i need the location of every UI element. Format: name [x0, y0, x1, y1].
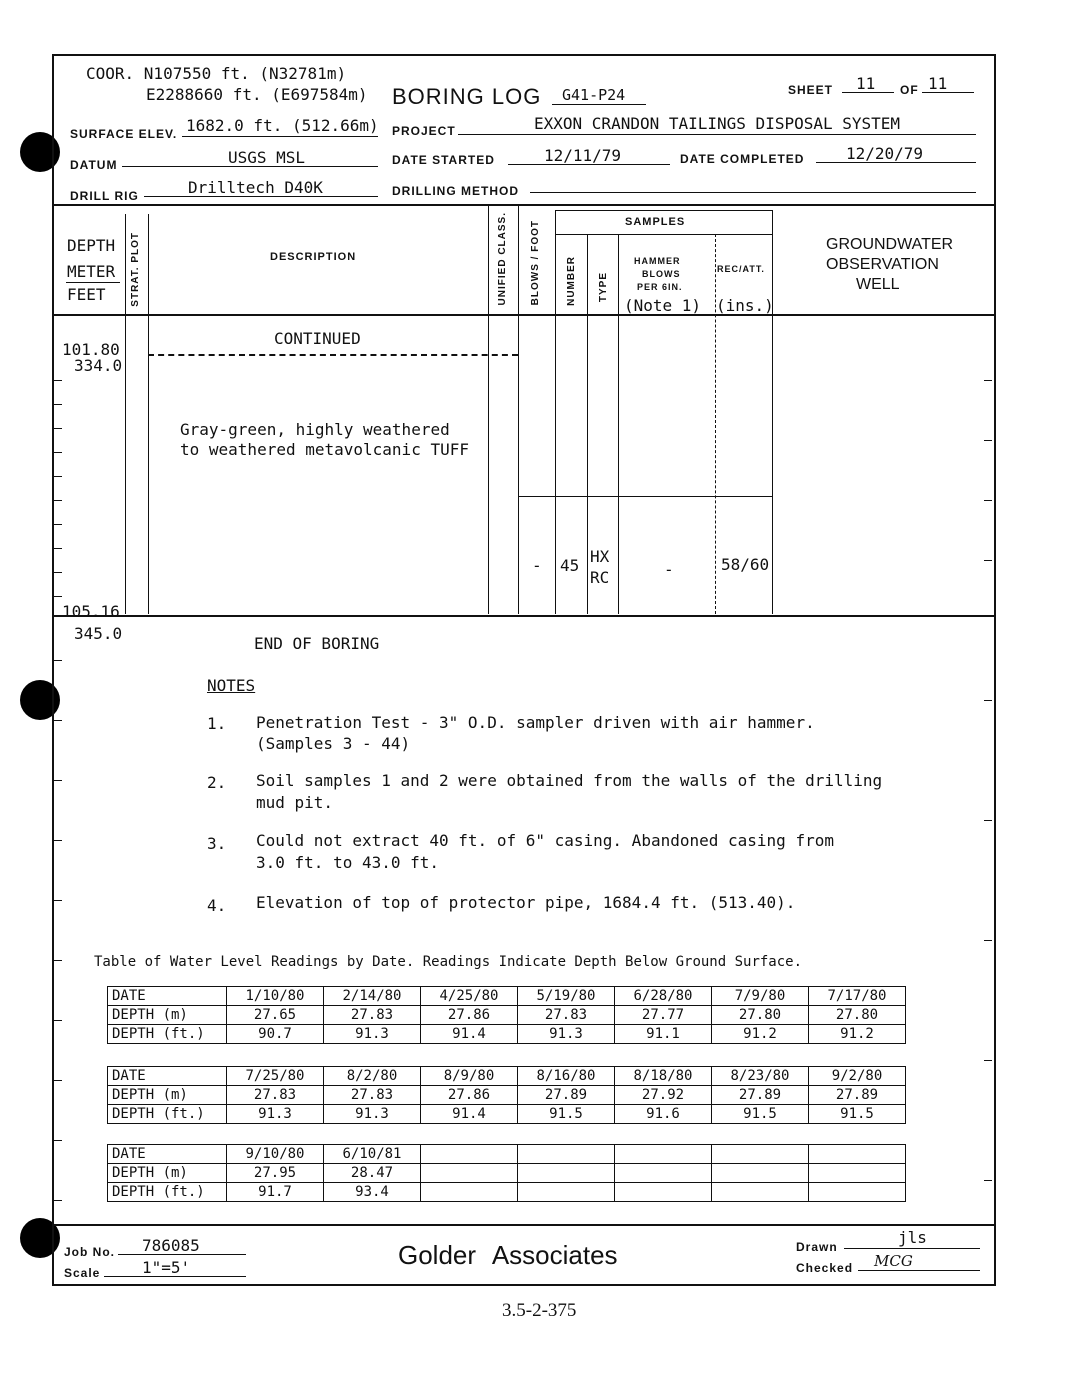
date-cell: 7/9/80: [712, 987, 809, 1006]
company-name: Golder Associates: [398, 1240, 618, 1270]
drill-rig-label: DRILL RIG: [70, 189, 139, 203]
description-line-1: Gray-green, highly weathered: [180, 420, 450, 439]
col-blows-foot: BLOWS / FOOT: [530, 220, 541, 306]
surface-elev-value: 1682.0 ft. (512.66m): [186, 116, 379, 135]
note-1-number: 1.: [207, 714, 227, 733]
depth-ft-cell: 91.4: [421, 1105, 518, 1124]
checked-initials: MCG: [874, 1252, 913, 1270]
depth-m-cell: [712, 1164, 809, 1183]
date-cell: 7/17/80: [809, 987, 906, 1006]
date-cell: 7/25/80: [227, 1067, 324, 1086]
drilling-method-label: DRILLING METHOD: [392, 184, 519, 198]
note-2-line-1: Soil samples 1 and 2 were obtained from the walls of the drilling: [256, 771, 883, 790]
col-number: NUMBER: [566, 256, 577, 306]
job-no-value: 786085: [142, 1236, 200, 1255]
depth-ft-cell: 91.5: [518, 1105, 615, 1124]
scale-label: Scale: [64, 1266, 101, 1280]
surface-elev-label: SURFACE ELEV.: [70, 127, 178, 141]
sample-blows: -: [532, 556, 542, 575]
depth-ft-cell: 91.2: [712, 1025, 809, 1044]
date-cell: [421, 1145, 518, 1164]
depth-ft-cell: [809, 1183, 906, 1202]
water-level-table-1: [107, 986, 906, 1044]
col-description: DESCRIPTION: [270, 251, 357, 263]
note-2-line-2: mud pit.: [256, 793, 334, 812]
note-3-line-1: Could not extract 40 ft. of 6" casing. Abandoned casing from: [256, 831, 834, 850]
row-label-depth-m: DEPTH (m): [108, 1164, 227, 1183]
sample-hammer: -: [664, 560, 674, 579]
scale-value: 1"=5': [142, 1258, 191, 1277]
date-cell: [518, 1145, 615, 1164]
checked-label: Checked: [796, 1261, 854, 1275]
depth-m-cell: 27.89: [518, 1086, 615, 1105]
job-no-label: Job No.: [64, 1245, 115, 1259]
depth-m-cell: 27.83: [227, 1086, 324, 1105]
sheet-number: 11: [856, 74, 876, 93]
depth-ft-cell: 90.7: [227, 1025, 324, 1044]
sample-number: 45: [560, 556, 580, 575]
row-label-date: DATE: [108, 987, 227, 1006]
date-cell: 8/16/80: [518, 1067, 615, 1086]
depth-m-cell: 27.89: [712, 1086, 809, 1105]
project-value: EXXON CRANDON TAILINGS DISPOSAL SYSTEM: [534, 114, 901, 133]
date-cell: 9/10/80: [227, 1145, 324, 1164]
row-label-date: DATE: [108, 1067, 227, 1086]
depth-m-cell: 27.86: [421, 1006, 518, 1025]
bottom-depth-feet: 345.0: [74, 624, 123, 643]
depth-ft-cell: 93.4: [324, 1183, 421, 1202]
depth-m-cell: 27.77: [615, 1006, 712, 1025]
project-label: PROJECT: [392, 124, 456, 138]
water-level-table-2: [107, 1066, 906, 1124]
depth-m-cell: 28.47: [324, 1164, 421, 1183]
notes-heading: NOTES: [207, 676, 256, 695]
depth-m-cell: 27.89: [809, 1086, 906, 1105]
date-cell: 2/14/80: [324, 987, 421, 1006]
depth-m-cell: [421, 1164, 518, 1183]
drawn-label: Drawn: [796, 1240, 838, 1254]
depth-ft-cell: 91.5: [712, 1105, 809, 1124]
row-label-depth-m: DEPTH (m): [108, 1006, 227, 1025]
depth-ft-cell: 91.3: [324, 1025, 421, 1044]
datum-value: USGS MSL: [228, 148, 306, 167]
date-cell: 8/23/80: [712, 1067, 809, 1086]
col-hammer-3: PER 6IN.: [637, 282, 683, 292]
col-note1: (Note 1): [624, 296, 702, 315]
date-cell: 5/19/80: [518, 987, 615, 1006]
row-label-date: DATE: [108, 1145, 227, 1164]
table-row: [108, 1105, 906, 1124]
depth-m-cell: 27.83: [324, 1006, 421, 1025]
depth-ft-cell: 91.3: [324, 1105, 421, 1124]
table-row: [108, 1086, 906, 1105]
table-row: [108, 1145, 906, 1164]
note-3-number: 3.: [207, 834, 227, 853]
date-cell: 4/25/80: [421, 987, 518, 1006]
row-label-depth-m: DEPTH (m): [108, 1086, 227, 1105]
depth-ft-cell: 91.3: [518, 1025, 615, 1044]
table-row: [108, 1067, 906, 1086]
top-depth-meters: 101.80: [62, 340, 120, 359]
date-cell: 6/28/80: [615, 987, 712, 1006]
continued-label: CONTINUED: [274, 329, 361, 348]
note-3-line-2: 3.0 ft. to 43.0 ft.: [256, 853, 440, 872]
depth-m-cell: 27.83: [518, 1006, 615, 1025]
drill-rig-value: Drilltech D40K: [188, 178, 323, 197]
col-gw-2: OBSERVATION: [826, 256, 939, 273]
depth-m-cell: [809, 1164, 906, 1183]
depth-ft-cell: [421, 1183, 518, 1202]
water-level-table-3: [107, 1144, 906, 1202]
row-label-depth-ft: DEPTH (ft.): [108, 1183, 227, 1202]
date-completed-value: 12/20/79: [846, 144, 924, 163]
depth-ft-cell: 91.4: [421, 1025, 518, 1044]
of-label: OF: [900, 83, 919, 97]
date-cell: 1/10/80: [227, 987, 324, 1006]
col-rec-att: REC/ATT.: [717, 264, 765, 274]
depth-m-cell: [518, 1164, 615, 1183]
sample-recovery: 58/60: [721, 555, 770, 574]
note-1-line-2: (Samples 3 - 44): [256, 734, 411, 753]
depth-m-cell: 27.65: [227, 1006, 324, 1025]
coordinates-north: COOR. N107550 ft. (N32781m): [86, 64, 347, 83]
note-2-number: 2.: [207, 773, 227, 792]
table-row: [108, 1183, 906, 1202]
date-cell: [712, 1145, 809, 1164]
col-ins: (ins.): [716, 296, 774, 315]
col-meter: METER: [67, 262, 116, 281]
row-label-depth-ft: DEPTH (ft.): [108, 1025, 227, 1044]
col-depth: DEPTH: [67, 236, 116, 255]
depth-m-cell: [615, 1164, 712, 1183]
col-unified-class: UNIFIED CLASS.: [497, 212, 508, 306]
depth-m-cell: 27.95: [227, 1164, 324, 1183]
table-row: [108, 1025, 906, 1044]
date-cell: 9/2/80: [809, 1067, 906, 1086]
sample-type-1: HX: [590, 547, 610, 566]
col-type: TYPE: [598, 272, 609, 303]
date-cell: 6/10/81: [324, 1145, 421, 1164]
depth-ft-cell: 91.6: [615, 1105, 712, 1124]
date-cell: [615, 1145, 712, 1164]
col-feet: FEET: [67, 285, 106, 304]
depth-ft-cell: [518, 1183, 615, 1202]
table-row: [108, 987, 906, 1006]
end-of-boring: END OF BORING: [254, 634, 380, 653]
col-strat-plot: STRAT. PLOT: [130, 232, 141, 307]
water-table-caption: Table of Water Level Readings by Date. Readings Indicate Depth Below Ground Surface.: [94, 954, 803, 970]
bottom-depth-meters: 105.16: [62, 602, 120, 621]
note-4-number: 4.: [207, 896, 227, 915]
row-label-depth-ft: DEPTH (ft.): [108, 1105, 227, 1124]
col-gw-3: WELL: [856, 276, 900, 293]
depth-m-cell: 27.83: [324, 1086, 421, 1105]
date-cell: 8/2/80: [324, 1067, 421, 1086]
form-title: BORING LOG: [392, 84, 542, 109]
depth-ft-cell: 91.5: [809, 1105, 906, 1124]
depth-m-cell: 27.86: [421, 1086, 518, 1105]
date-cell: 8/9/80: [421, 1067, 518, 1086]
depth-ft-cell: 91.3: [227, 1105, 324, 1124]
depth-m-cell: 27.80: [809, 1006, 906, 1025]
col-hammer-2: BLOWS: [642, 269, 681, 279]
date-started-label: DATE STARTED: [392, 153, 495, 167]
datum-label: DATUM: [70, 158, 118, 172]
date-completed-label: DATE COMPLETED: [680, 152, 805, 166]
page-number: 3.5-2-375: [502, 1300, 577, 1321]
sheet-label: SHEET: [788, 83, 834, 97]
drawn-value: jls: [898, 1228, 927, 1247]
date-cell: 8/18/80: [615, 1067, 712, 1086]
col-samples: SAMPLES: [625, 216, 686, 228]
depth-ft-cell: 91.1: [615, 1025, 712, 1044]
col-hammer-1: HAMMER: [634, 256, 681, 266]
depth-ft-cell: 91.2: [809, 1025, 906, 1044]
date-cell: [809, 1145, 906, 1164]
table-row: [108, 1006, 906, 1025]
date-started-value: 12/11/79: [544, 146, 622, 165]
depth-m-cell: 27.80: [712, 1006, 809, 1025]
coordinates-east: E2288660 ft. (E697584m): [146, 85, 368, 104]
depth-ft-cell: [712, 1183, 809, 1202]
sheet-total: 11: [928, 74, 948, 93]
note-1-line-1: Penetration Test - 3" O.D. sampler driven with air hammer.: [256, 713, 815, 732]
depth-m-cell: 27.92: [615, 1086, 712, 1105]
description-line-2: to weathered metavolcanic TUFF: [180, 440, 469, 459]
depth-ft-cell: [615, 1183, 712, 1202]
col-gw-1: GROUNDWATER: [826, 236, 954, 253]
boring-id: G41-P24: [562, 86, 626, 104]
table-row: [108, 1164, 906, 1183]
note-4-line-1: Elevation of top of protector pipe, 1684.4 ft. (513.40).: [256, 893, 796, 912]
depth-ft-cell: 91.7: [227, 1183, 324, 1202]
top-depth-feet: 334.0: [74, 356, 123, 375]
sample-type-2: RC: [590, 568, 610, 587]
